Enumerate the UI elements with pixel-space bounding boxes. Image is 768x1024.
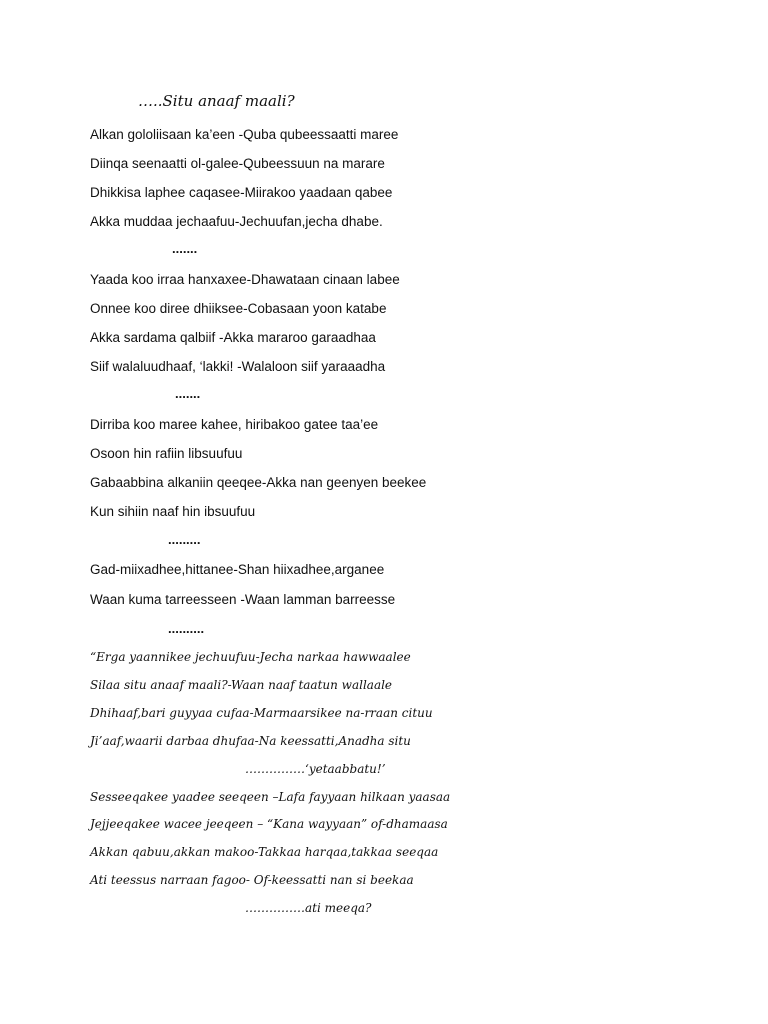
italic-refrain: ……………‘yetaabbatu!’ [245,762,386,776]
stanza-separator: .......... [168,621,205,636]
italic-poem-line: Jejjeeqakee wacee jeeqeen – “Kana wayyaan” of-dhamaasa [90,817,448,831]
stanza-separator: ....... [172,241,198,256]
italic-poem-line: “Erga yaannikee jechuufuu-Jecha narkaa hawwaalee [90,650,411,664]
italic-poem-line: Sesseeqakee yaadee seeqeen –Lafa fayyaan hilkaan yaasaa [90,790,451,804]
poem-line: Kun sihiin naaf hin ibsuufuu [90,504,256,519]
poem-line: Waan kuma tarreesseen -Waan lamman barreesse [90,592,396,607]
poem-line: Akka muddaa jechaafuu-Jechuufan,jecha dhabe. [90,214,383,229]
poem-line: Dirriba koo maree kahee, hiribakoo gatee taa’ee [90,417,379,432]
italic-poem-line: Akkan qabuu,akkan makoo-Takkaa harqaa,takkaa seeqaa [90,845,439,859]
italic-poem-line: Silaa situ anaaf maali?-Waan naaf taatun wallaale [90,678,393,692]
poem-title: …..Situ anaaf maali? [138,92,295,110]
poem-line: Akka sardama qalbiif -Akka mararoo garaadhaa [90,330,376,345]
poem-line: Diinqa seenaatti ol-galee-Qubeessuun na marare [90,156,385,171]
poem-line: Siif walaluudhaaf, ‘lakki! -Walaloon siif yaraaadha [90,359,386,374]
italic-poem-line: Ati teessus narraan fagoo- Of-keessatti nan si beekaa [90,873,414,887]
poem-line: Dhikkisa laphee caqasee-Miirakoo yaadaan qabee [90,185,393,200]
poem-line: Onnee koo diree dhiiksee-Cobasaan yoon katabe [90,301,387,316]
italic-poem-line: Dhihaaf,bari guyyaa cufaa-Marmaarsikee na-rraan cituu [90,706,433,720]
poem-line: Alkan gololiisaan ka’een -Quba qubeessaatti maree [90,127,399,142]
italic-refrain: ……………ati meeqa? [245,901,372,915]
poem-line: Gad-miixadhee,hittanee-Shan hiixadhee,arganee [90,562,385,577]
stanza-separator: ......... [168,532,201,547]
poem-line: Osoon hin rafiin libsuufuu [90,446,243,461]
stanza-separator: ....... [175,386,201,401]
poem-line: Yaada koo irraa hanxaxee-Dhawataan cinaan labee [90,272,400,287]
poem-line: Gabaabbina alkaniin qeeqee-Akka nan geenyen beekee [90,475,427,490]
italic-poem-line: Ji’aaf,waarii darbaa dhufaa-Na keessatti,Anadha situ [90,734,411,748]
